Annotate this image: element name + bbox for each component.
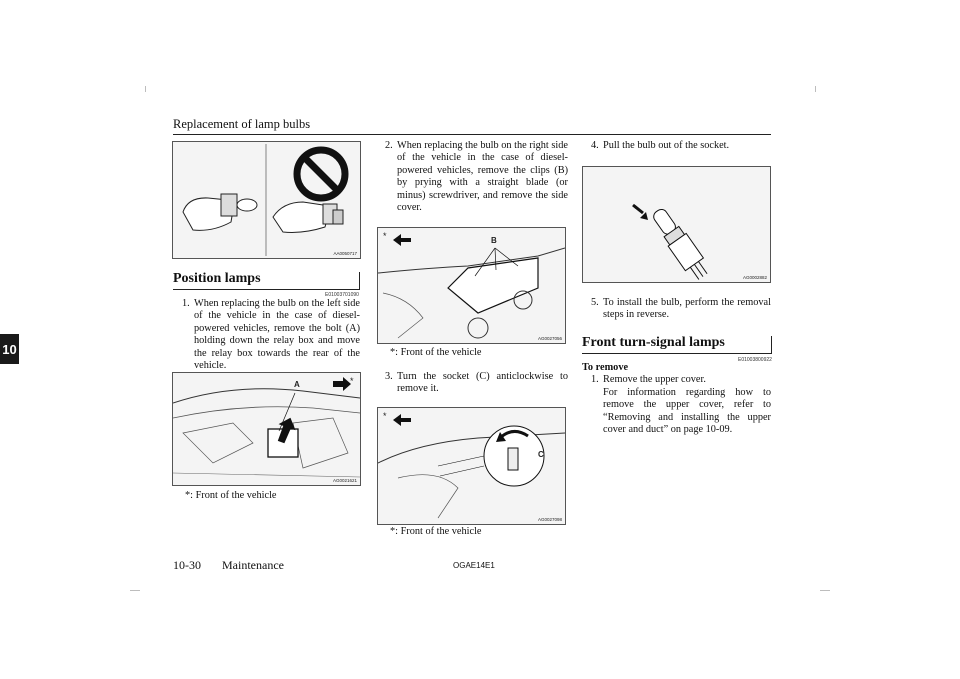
figure-bulb-socket: [582, 166, 771, 283]
remove-step-1: [591, 374, 771, 386]
figure-code: AG0027056: [537, 336, 562, 341]
front-star: *: [383, 231, 387, 241]
step-4: [591, 140, 771, 152]
figure-code: AG0002882: [742, 275, 767, 280]
step-2: [385, 140, 568, 214]
section-rule: [173, 289, 360, 290]
label-c: C: [538, 450, 544, 459]
chapter-name: Maintenance: [222, 558, 284, 572]
step-number: 1.: [591, 374, 599, 385]
crop-mark: [815, 86, 816, 92]
step-text: Remove the upper cover.: [603, 374, 706, 385]
step-text: Pull the bulb out of the socket.: [603, 140, 730, 151]
document-code: OGAE14E1: [453, 561, 495, 570]
figure-side-cover: [377, 227, 566, 344]
section-rule: [771, 336, 772, 354]
front-star: *: [383, 411, 387, 421]
step-number: 1.: [182, 298, 190, 309]
step-text: To install the bulb, perform the removal steps in reverse.: [603, 297, 771, 321]
step-5: [591, 297, 771, 322]
figure-code: AG0021621: [332, 478, 357, 483]
step-text: When replacing the bulb on the right side of the vehicle in the case of diesel-powered vehicles, remove the clips (B) by prying with a straight blade (or minus) screwdriver, and remove the side cover.: [397, 140, 568, 214]
to-remove-heading: To remove: [582, 362, 629, 373]
section-heading-position-lamps: Position lamps: [173, 271, 261, 286]
header-rule: [173, 134, 771, 135]
label-a: A: [294, 380, 300, 389]
section-rule: [359, 272, 360, 290]
section-tab: 10: [0, 334, 19, 364]
section-code: E01003800922: [738, 357, 772, 363]
figure-bulb-handling: [172, 141, 361, 259]
header-title: Replacement of lamp bulbs: [173, 117, 311, 131]
remove-step-1-detail: For information regarding how to remove the upper cover, refer to “Removing and installing the upper cover and duct” on page 10-09.: [603, 387, 771, 436]
front-star: *: [350, 376, 354, 386]
step-number: 2.: [385, 140, 393, 151]
figure-socket-c: [377, 407, 566, 525]
figure-caption: *: Front of the vehicle: [390, 347, 482, 358]
figure-code: AG0027098: [537, 517, 562, 522]
figure-caption: *: Front of the vehicle: [185, 490, 277, 501]
figure-code: AA0050717: [333, 251, 357, 256]
section-rule: [582, 353, 772, 354]
section-code: E01003701090: [325, 292, 359, 298]
step-number: 3.: [385, 371, 393, 382]
crop-mark: [820, 590, 830, 591]
step-text: Turn the socket (C) anticlockwise to remove it.: [397, 371, 568, 395]
step-1-position-lamps: [182, 298, 360, 372]
figure-relay-box: [172, 372, 361, 486]
step-number: 4.: [591, 140, 599, 151]
step-number: 5.: [591, 297, 599, 308]
step-3: [385, 371, 568, 396]
figure-caption: *: Front of the vehicle: [390, 526, 482, 537]
section-heading-front-turn-signal: Front turn-signal lamps: [582, 335, 725, 350]
step-text: When replacing the bulb on the left side of the vehicle in the case of diesel-powered vehicles, remove the bolt (A) holding down the relay box and move the relay box towards the rear of the vehicle.: [194, 298, 360, 372]
crop-mark: [130, 590, 140, 591]
page-number: 10-30: [173, 558, 201, 572]
label-b: B: [491, 236, 497, 245]
crop-mark: [145, 86, 146, 92]
